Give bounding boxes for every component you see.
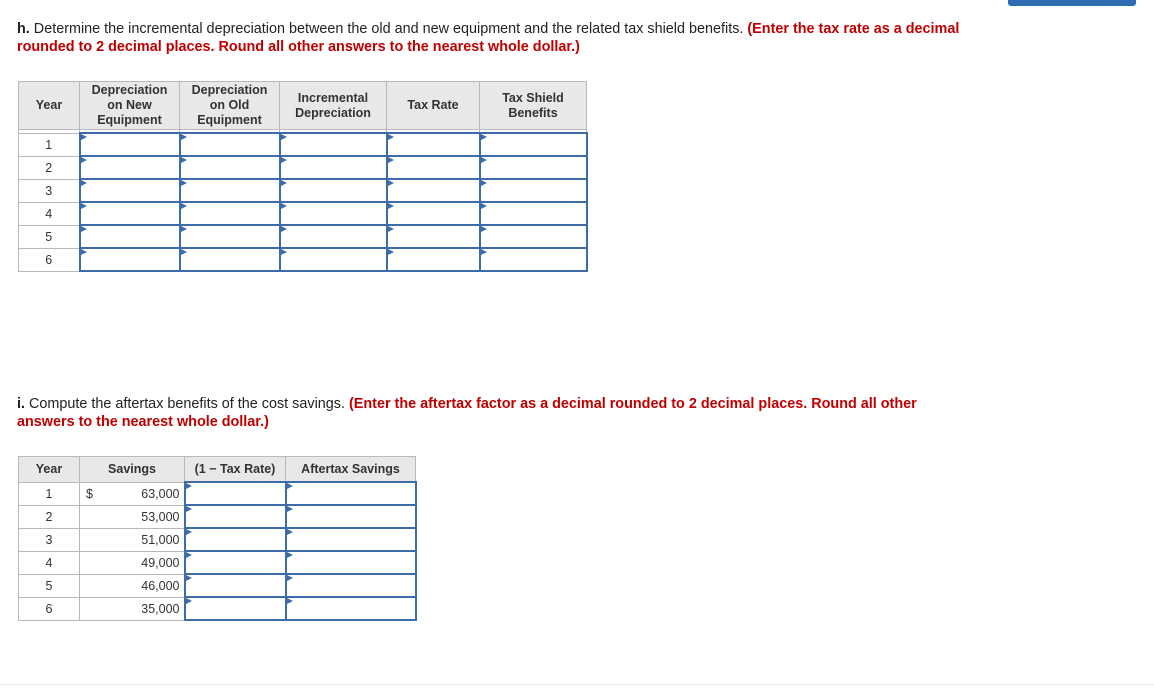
one-minus-tax-rate-input-cell[interactable] [185, 551, 286, 574]
one-minus-tax-rate-input[interactable] [186, 552, 285, 573]
tax-shield-benefits-input[interactable] [481, 203, 586, 224]
tax-rate-input-cell[interactable] [387, 133, 480, 156]
one-minus-tax-rate-input-cell[interactable] [185, 482, 286, 505]
table-row [19, 156, 587, 179]
incremental-depreciation-input-cell[interactable] [280, 133, 387, 156]
savings-value: 35,000 [104, 597, 184, 620]
tax-rate-input[interactable] [388, 134, 479, 155]
currency-symbol [80, 574, 105, 597]
savings-value: 53,000 [104, 505, 184, 528]
incremental-depreciation-input[interactable] [281, 249, 386, 270]
depreciation-old-input-cell[interactable] [180, 133, 280, 156]
aftertax-savings-table [18, 456, 417, 621]
table-row [19, 248, 587, 271]
header-savings: Savings [80, 457, 185, 483]
tax-rate-input[interactable] [388, 203, 479, 224]
incremental-depreciation-input[interactable] [281, 134, 386, 155]
year-cell: 6 [19, 248, 80, 271]
currency-symbol [80, 597, 105, 620]
depreciation-new-input-cell[interactable] [80, 179, 180, 202]
tax-rate-input[interactable] [388, 157, 479, 178]
year-cell: 5 [19, 574, 80, 597]
one-minus-tax-rate-input[interactable] [186, 575, 285, 596]
year-cell: 3 [19, 528, 80, 551]
depreciation-new-input-cell[interactable] [80, 133, 180, 156]
table-row [19, 202, 587, 225]
header-one-minus-tax-rate: (1 − Tax Rate) [185, 457, 286, 483]
tax-shield-benefits-input[interactable] [481, 180, 586, 201]
depreciation-new-input[interactable] [81, 134, 179, 155]
tax-shield-benefits-input-cell[interactable] [480, 133, 587, 156]
table-row [19, 597, 416, 620]
one-minus-tax-rate-input-cell[interactable] [185, 574, 286, 597]
question-h-hint: (Enter the tax rate as a decimal rounded to 2 decimal places. Round all other answers to the nearest whole dollar.) [17, 21, 960, 55]
header-year: Year [19, 457, 80, 483]
divider [0, 684, 1154, 685]
depreciation-old-input[interactable] [181, 226, 279, 247]
table-row [19, 225, 587, 248]
table-row [19, 133, 587, 156]
aftertax-savings-input[interactable] [287, 483, 415, 504]
question-h-text: Determine the incremental depreciation between the old and new equipment and the related tax shield benefits. [33, 21, 744, 37]
tax-shield-benefits-input-cell[interactable] [480, 179, 587, 202]
header-depreciation-old: Depreciation on Old Equipment [180, 82, 280, 130]
header-aftertax-savings: Aftertax Savings [286, 457, 416, 483]
one-minus-tax-rate-input[interactable] [186, 506, 285, 527]
depreciation-new-input-cell[interactable] [80, 202, 180, 225]
year-cell: 5 [19, 225, 80, 248]
one-minus-tax-rate-input[interactable] [186, 529, 285, 550]
incremental-depreciation-input-cell[interactable] [280, 225, 387, 248]
depreciation-old-input[interactable] [181, 180, 279, 201]
one-minus-tax-rate-input-cell[interactable] [185, 505, 286, 528]
incremental-depreciation-input-cell[interactable] [280, 248, 387, 271]
year-cell: 2 [19, 505, 80, 528]
aftertax-savings-input[interactable] [287, 575, 415, 596]
tax-shield-benefits-input[interactable] [481, 226, 586, 247]
table-row [19, 574, 416, 597]
tax-rate-input-cell[interactable] [387, 225, 480, 248]
incremental-depreciation-input[interactable] [281, 157, 386, 178]
incremental-depreciation-input[interactable] [281, 180, 386, 201]
header-incremental-depreciation: Incremental Depreciation [280, 82, 387, 130]
tax-shield-benefits-input-cell[interactable] [480, 156, 587, 179]
depreciation-old-input[interactable] [181, 203, 279, 224]
savings-value: 46,000 [104, 574, 184, 597]
year-cell: 1 [19, 133, 80, 156]
incremental-depreciation-input[interactable] [281, 203, 386, 224]
depreciation-old-input-cell[interactable] [180, 248, 280, 271]
year-cell: 4 [19, 202, 80, 225]
currency-symbol [80, 505, 105, 528]
aftertax-savings-input[interactable] [287, 552, 415, 573]
aftertax-savings-input-cell[interactable] [286, 574, 416, 597]
tax-shield-benefits-input[interactable] [481, 157, 586, 178]
one-minus-tax-rate-input[interactable] [186, 483, 285, 504]
question-h [17, 20, 977, 56]
depreciation-new-input[interactable] [81, 226, 179, 247]
aftertax-table-header [19, 457, 416, 483]
aftertax-savings-input-cell[interactable] [286, 551, 416, 574]
tax-shield-benefits-input-cell[interactable] [480, 225, 587, 248]
aftertax-savings-input[interactable] [287, 506, 415, 527]
tax-shield-benefits-input[interactable] [481, 134, 586, 155]
aftertax-savings-input-cell[interactable] [286, 482, 416, 505]
question-i [17, 395, 977, 431]
header-tax-rate: Tax Rate [387, 82, 480, 130]
header-tax-shield-benefits: Tax Shield Benefits [480, 82, 587, 130]
incremental-depreciation-input-cell[interactable] [280, 156, 387, 179]
tax-rate-input-cell[interactable] [387, 156, 480, 179]
tax-rate-input[interactable] [388, 180, 479, 201]
top-action-button[interactable] [1008, 0, 1136, 6]
aftertax-savings-input-cell[interactable] [286, 597, 416, 620]
savings-value: 51,000 [104, 528, 184, 551]
one-minus-tax-rate-input-cell[interactable] [185, 528, 286, 551]
one-minus-tax-rate-input-cell[interactable] [185, 597, 286, 620]
question-i-letter: i. [17, 396, 25, 412]
depreciation-old-input-cell[interactable] [180, 179, 280, 202]
tax-shield-benefits-input-cell[interactable] [480, 202, 587, 225]
depreciation-new-input-cell[interactable] [80, 248, 180, 271]
currency-symbol: $ [80, 482, 105, 505]
depreciation-old-input[interactable] [181, 134, 279, 155]
question-i-text: Compute the aftertax benefits of the cost savings. [29, 396, 345, 412]
one-minus-tax-rate-input[interactable] [186, 598, 285, 619]
depreciation-new-input[interactable] [81, 203, 179, 224]
aftertax-savings-input-cell[interactable] [286, 505, 416, 528]
depreciation-old-input-cell[interactable] [180, 225, 280, 248]
incremental-depreciation-input[interactable] [281, 226, 386, 247]
aftertax-savings-input-cell[interactable] [286, 528, 416, 551]
year-cell: 6 [19, 597, 80, 620]
header-depreciation-new: Depreciation on New Equipment [80, 82, 180, 130]
tax-rate-input-cell[interactable] [387, 202, 480, 225]
incremental-depreciation-input-cell[interactable] [280, 179, 387, 202]
savings-value: 49,000 [104, 551, 184, 574]
depreciation-old-input-cell[interactable] [180, 156, 280, 179]
tax-rate-input-cell[interactable] [387, 179, 480, 202]
tax-shield-benefits-input[interactable] [481, 249, 586, 270]
depreciation-new-input-cell[interactable] [80, 225, 180, 248]
year-cell: 4 [19, 551, 80, 574]
table-row [19, 528, 416, 551]
depreciation-new-input[interactable] [81, 157, 179, 178]
tax-rate-input-cell[interactable] [387, 248, 480, 271]
question-h-letter: h. [17, 21, 30, 37]
year-cell: 1 [19, 482, 80, 505]
table-row [19, 551, 416, 574]
aftertax-savings-input[interactable] [287, 598, 415, 619]
year-cell: 3 [19, 179, 80, 202]
tax-shield-benefits-input-cell[interactable] [480, 248, 587, 271]
currency-symbol [80, 528, 105, 551]
tax-rate-input[interactable] [388, 249, 479, 270]
depreciation-new-input-cell[interactable] [80, 156, 180, 179]
table-row [19, 505, 416, 528]
tax-rate-input[interactable] [388, 226, 479, 247]
depreciation-new-input[interactable] [81, 249, 179, 270]
depreciation-table-header [19, 82, 587, 130]
table-row [19, 179, 587, 202]
aftertax-savings-input[interactable] [287, 529, 415, 550]
depreciation-old-input-cell[interactable] [180, 202, 280, 225]
question-i-hint: (Enter the aftertax factor as a decimal rounded to 2 decimal places. Round all other answers to the nearest whole dollar.) [17, 396, 917, 430]
depreciation-old-input[interactable] [181, 157, 279, 178]
header-year: Year [19, 82, 80, 130]
currency-symbol [80, 551, 105, 574]
incremental-depreciation-input-cell[interactable] [280, 202, 387, 225]
depreciation-new-input[interactable] [81, 180, 179, 201]
year-cell: 2 [19, 156, 80, 179]
table-row [19, 482, 416, 505]
savings-value: 63,000 [104, 482, 184, 505]
depreciation-old-input[interactable] [181, 249, 279, 270]
depreciation-table [18, 81, 588, 272]
